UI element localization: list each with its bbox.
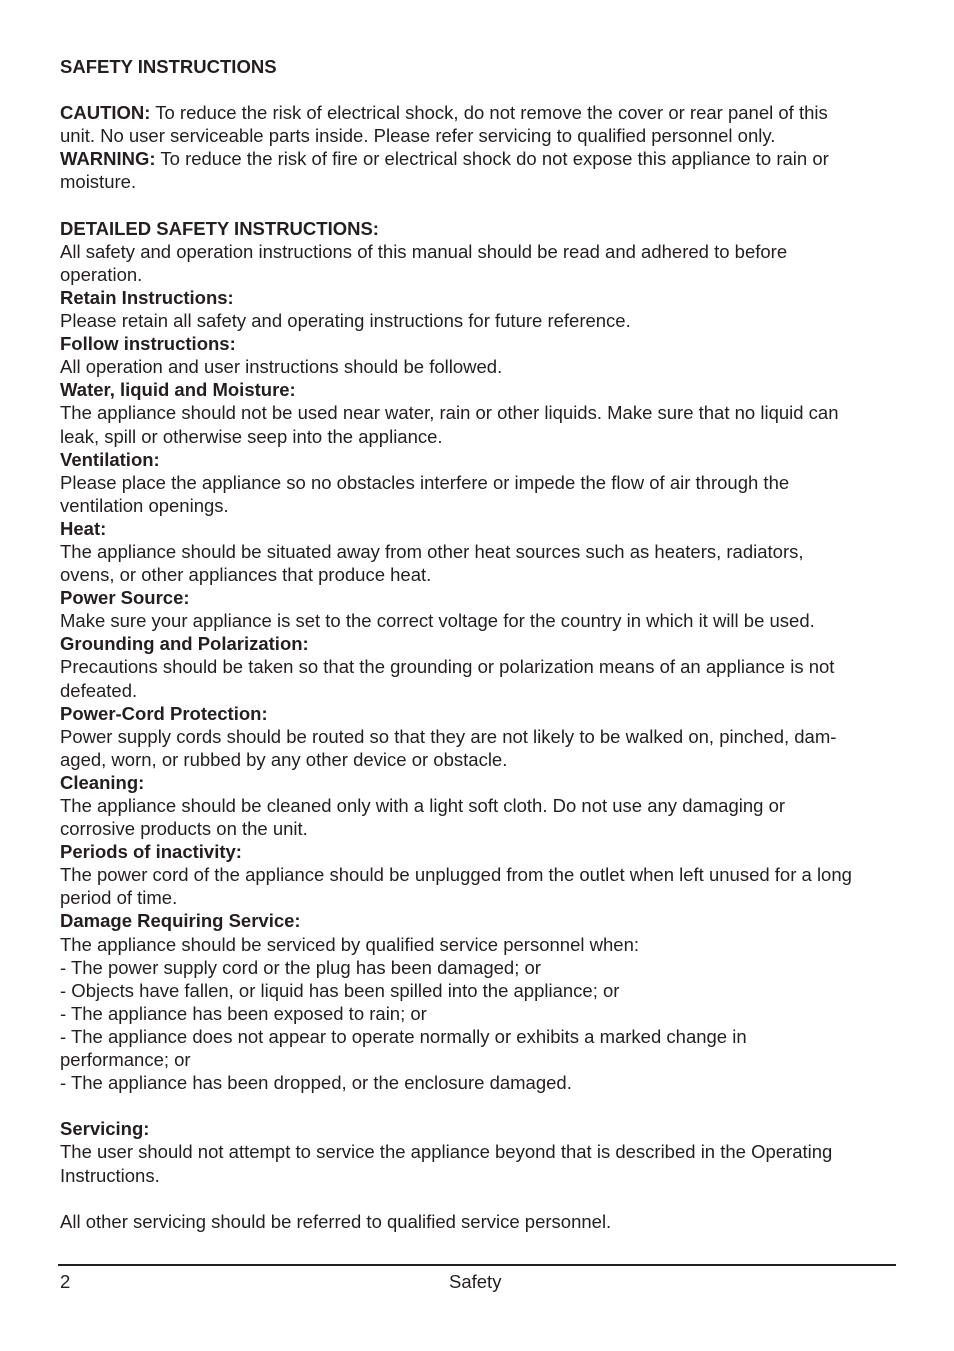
safety-section [60,517,900,586]
detailed-intro-2: operation. [60,263,143,285]
safety-section [60,448,900,517]
safety-section [60,840,900,909]
caution-line-1 [60,101,900,124]
section-text-line: Make sure your appliance is set to the correct voltage for the country in which it will be used. [60,610,815,632]
section-text-line: - The appliance has been exposed to rain; or [60,1002,427,1024]
servicing-text-2: Instructions. [60,1164,160,1186]
safety-sections [60,286,900,1094]
spacer [60,78,900,101]
section-text-line: Precautions should be taken so that the grounding or polarization means of an appliance is not [60,656,835,678]
warning-line-1 [60,147,900,170]
section-text-line: defeated. [60,679,138,701]
section-text-line: The appliance should be situated away from other heat sources such as heaters, radiators, [60,540,804,562]
section-heading: Power Source: [60,587,190,609]
section-text-line: - Objects have fallen, or liquid has been spilled into the appliance; or [60,979,620,1001]
spacer [60,1187,900,1210]
section-heading: Damage Requiring Service: [60,910,301,932]
section-text-line: ovens, or other appliances that produce heat. [60,564,432,586]
section-heading: Follow instructions: [60,333,236,355]
section-heading: Water, liquid and Moisture: [60,379,296,401]
section-heading: Power-Cord Protection: [60,702,268,724]
warning-text-2: moisture. [60,171,137,193]
safety-section [60,702,900,771]
page-title: SAFETY INSTRUCTIONS [60,56,277,77]
detailed-heading: DETAILED SAFETY INSTRUCTIONS: [60,217,379,239]
page-number: 2 [60,1271,71,1292]
section-text-line: - The power supply cord or the plug has been damaged; or [60,956,541,978]
section-heading: Retain Instructions: [60,286,234,308]
caution-text-1: To reduce the risk of electrical shock, do not remove the cover or rear panel of this [150,102,828,124]
caution-label: CAUTION: [60,102,151,124]
section-text-line: Please retain all safety and operating instructions for future reference. [60,310,631,332]
section-text-line: - The appliance does not appear to operate normally or exhibits a marked change in [60,1025,747,1047]
section-text-line: performance; or [60,1049,191,1071]
section-text-line: The appliance should not be used near water, rain or other liquids. Make sure that no liquid can [60,402,839,424]
servicing-text-1: The user should not attempt to service the appliance beyond that is described in the Operating [60,1141,833,1163]
section-text-line: leak, spill or otherwise seep into the appliance. [60,425,443,447]
section-text-line: Please place the appliance so no obstacles interfere or impede the flow of air through the [60,471,790,493]
footer-section-label: Safety [449,1271,502,1292]
section-text-line: ventilation openings. [60,494,229,516]
section-text-line: All operation and user instructions should be followed. [60,356,503,378]
warning-label: WARNING: [60,148,156,170]
spacer [60,194,900,217]
safety-section [60,632,900,701]
warning-text-1: To reduce the risk of fire or electrical shock do not expose this appliance to rain or [155,148,829,170]
section-text-line: - The appliance has been dropped, or the enclosure damaged. [60,1072,572,1094]
safety-section [60,286,900,332]
caution-text-2: unit. No user serviceable parts inside. Please refer servicing to qualified personnel only. [60,125,776,147]
servicing-final: All other servicing should be referred to qualified service personnel. [60,1210,612,1232]
section-text-line: The appliance should be serviced by qualified service personnel when: [60,933,639,955]
section-text-line: The power cord of the appliance should be unplugged from the outlet when left unused for a long [60,864,852,886]
servicing-heading: Servicing: [60,1118,150,1140]
detailed-intro-1: All safety and operation instructions of this manual should be read and adhered to before [60,240,788,262]
section-text-line: The appliance should be cleaned only with a light soft cloth. Do not use any damaging or [60,795,786,816]
section-heading: Ventilation: [60,448,160,470]
section-heading: Heat: [60,517,107,539]
safety-section [60,909,900,1094]
section-heading: Cleaning: [60,771,145,793]
warning-notice [60,147,900,193]
safety-section [60,586,900,632]
safety-section [60,771,900,840]
section-text-line: corrosive products on the unit. [60,818,308,840]
section-text-line: period of time. [60,887,178,909]
section-heading: Periods of inactivity: [60,841,242,863]
section-heading: Grounding and Polarization: [60,633,309,655]
spacer [60,1094,900,1117]
document-body [60,55,900,1233]
section-text-line: aged, worn, or rubbed by any other device or obstacle. [60,748,508,770]
safety-section [60,332,900,378]
section-text-line: Power supply cords should be routed so that they are not likely to be walked on, pinched, dam- [60,725,837,747]
safety-section [60,378,900,447]
caution-notice [60,101,900,147]
footer-divider [58,1264,896,1266]
